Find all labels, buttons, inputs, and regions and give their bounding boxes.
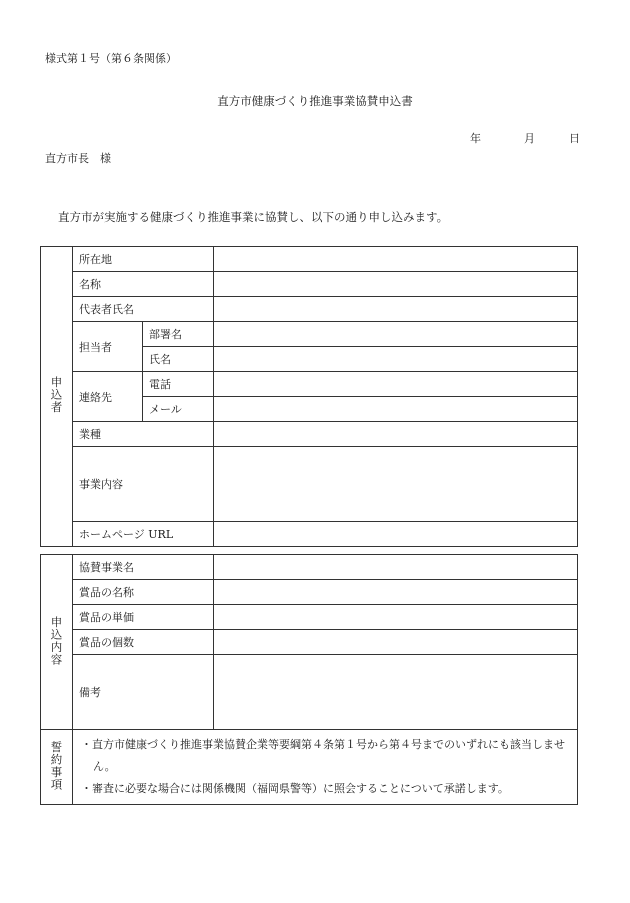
representative-input-cell[interactable] [214,297,578,322]
date-month-label: 月 [524,132,535,145]
pledge-items [73,730,578,805]
application-section-label: 申込内容 [41,555,73,730]
prize-name-input-cell[interactable] [214,580,578,605]
department-label: 部署名 [143,322,214,347]
applicant-section-label: 申込者 [41,247,73,547]
business-input-cell[interactable] [214,447,578,522]
addressee: 直方市長 様 [45,152,111,165]
address-label: 所在地 [73,247,214,272]
unit-price-label: 賞品の単価 [73,605,214,630]
pledge-section-label: 誓約事項 [41,730,73,805]
industry-input-cell[interactable] [214,422,578,447]
intro-text: 直方市が実施する健康づくり推進事業に協賛し、以下の通り申し込みます。 [58,210,449,224]
contact-label: 連絡先 [73,372,143,422]
homepage-input-cell[interactable] [214,522,578,547]
person-name-label: 氏名 [143,347,214,372]
date-day-label: 日 [569,132,580,145]
phone-label: 電話 [143,372,214,397]
homepage-label: ホームページ URL [73,522,214,547]
application-content-table [40,554,578,805]
unit-price-input-cell[interactable] [214,605,578,630]
date-year-label: 年 [470,132,481,145]
name-input-cell[interactable] [214,272,578,297]
date-line [470,130,580,146]
email-label: メール [143,397,214,422]
email-input-cell[interactable] [214,397,578,422]
quantity-input-cell[interactable] [214,630,578,655]
project-label: 協賛事業名 [73,555,214,580]
name-label: 名称 [73,272,214,297]
remarks-input-cell[interactable] [214,655,578,730]
department-input-cell[interactable] [214,322,578,347]
application-form-table [40,246,578,547]
form-title: 直方市健康づくり推進事業協賛申込書 [217,94,413,108]
pledge-item: ・直方市健康づくり推進事業協賛企業等要綱第４条第１号から第４号までのいずれにも該当しません。 [81,738,565,773]
person-name-input-cell[interactable] [214,347,578,372]
prize-name-label: 賞品の名称 [73,580,214,605]
remarks-label: 備考 [73,655,214,730]
pledge-item: ・審査に必要な場合には関係機関（福岡県警等）に照会することについて承諾します。 [81,782,509,795]
quantity-label: 賞品の個数 [73,630,214,655]
form-number: 様式第１号（第６条関係） [45,52,177,65]
business-label: 事業内容 [73,447,214,522]
phone-input-cell[interactable] [214,372,578,397]
project-input-cell[interactable] [214,555,578,580]
address-input-cell[interactable] [214,247,578,272]
representative-label: 代表者氏名 [73,297,214,322]
person-in-charge-label: 担当者 [73,322,143,372]
industry-label: 業種 [73,422,214,447]
